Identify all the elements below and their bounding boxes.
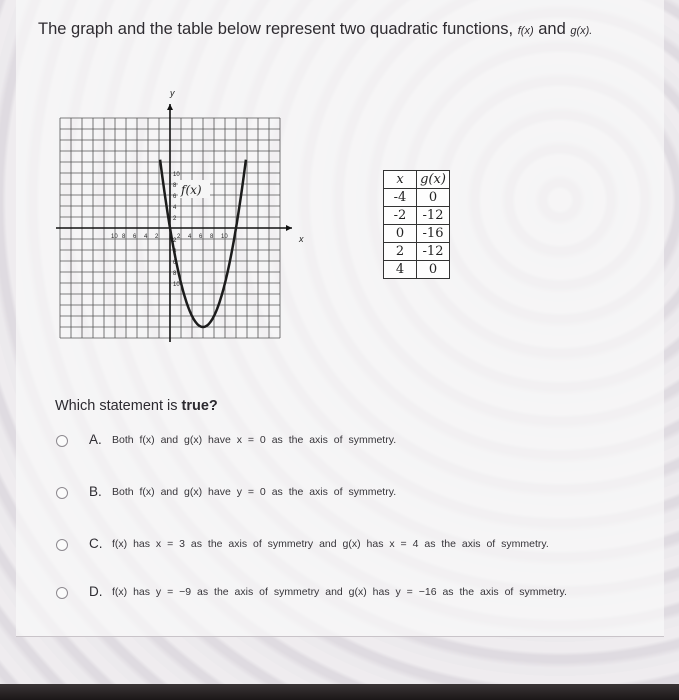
x-tick-label: 4 [188, 234, 192, 240]
question-title [38, 20, 668, 39]
cell-x: 0 [384, 225, 417, 243]
title-prefix: The graph and the table below represent two quadratic functions, [38, 20, 514, 38]
y-axis-label: y [170, 88, 175, 98]
g-table [383, 170, 450, 279]
radio-button-a[interactable] [56, 435, 68, 447]
cell-x: -4 [384, 189, 417, 207]
table-row [384, 225, 450, 243]
y-tick-label: 2 [173, 216, 177, 222]
y-tick-label: 4 [173, 205, 177, 211]
choice-text[interactable]: Both f(x) and g(x) have x = 0 as the axis of symmetry. [112, 434, 397, 446]
cell-x: -2 [384, 207, 417, 225]
header-x: x [384, 171, 417, 189]
y-tick-label: 10 [173, 282, 180, 288]
y-tick-label: 6 [173, 194, 177, 200]
x-axis-label: x [299, 234, 304, 244]
graph-f [52, 88, 304, 354]
choice-text[interactable]: Both f(x) and g(x) have y = 0 as the axis of symmetry. [112, 486, 397, 498]
bottom-bar [0, 684, 679, 700]
cell-gx: -12 [417, 243, 450, 261]
x-tick-label: 6 [199, 234, 203, 240]
cell-x: 4 [384, 261, 417, 279]
cell-gx: -12 [417, 207, 450, 225]
cell-gx: 0 [417, 261, 450, 279]
prompt-emphasis: true? [181, 398, 218, 414]
choice-letter: A. [89, 432, 102, 447]
cell-gx: 0 [417, 189, 450, 207]
radio-button-b[interactable] [56, 487, 68, 499]
table-row [384, 189, 450, 207]
title-f: f(x) [517, 25, 534, 37]
title-g: g(x). [570, 25, 593, 37]
header-gx: g(x) [417, 171, 450, 189]
y-tick-label: 8 [173, 183, 177, 189]
radio-button-c[interactable] [56, 539, 68, 551]
cell-gx: -16 [417, 225, 450, 243]
table-row [384, 243, 450, 261]
x-tick-label: 10 [111, 234, 118, 240]
cell-x: 2 [384, 243, 417, 261]
y-tick-label: 2 [173, 238, 177, 244]
choice-letter: B. [89, 484, 102, 499]
x-tick-label: 2 [177, 234, 181, 240]
choice-text[interactable]: f(x) has y = −9 as the axis of symmetry and g(x) has y = −16 as the axis of symmetry. [112, 586, 567, 598]
y-tick-label: 6 [173, 260, 177, 266]
y-axis-arrow-icon [167, 104, 173, 110]
table-row [384, 207, 450, 225]
curve-label: f(x) [181, 183, 202, 197]
choice-letter: D. [89, 584, 103, 599]
choice-letter: C. [89, 536, 103, 551]
choice-text[interactable]: f(x) has x = 3 as the axis of symmetry and g(x) has x = 4 as the axis of symmetry. [112, 538, 549, 550]
radio-button-d[interactable] [56, 587, 68, 599]
x-tick-label: 6 [133, 234, 137, 240]
prompt-text: Which statement is [55, 398, 178, 414]
x-tick-label: 4 [144, 234, 148, 240]
x-axis-arrow-icon [286, 225, 292, 231]
y-tick-label: 4 [173, 249, 177, 255]
y-tick-label: 10 [173, 172, 180, 178]
x-tick-label: 8 [122, 234, 126, 240]
title-and: and [538, 20, 566, 38]
x-tick-label: 2 [155, 234, 159, 240]
table-row [384, 261, 450, 279]
x-tick-label: 8 [210, 234, 214, 240]
y-tick-label: 8 [173, 271, 177, 277]
question-prompt [55, 398, 218, 414]
x-tick-label: 10 [221, 234, 228, 240]
